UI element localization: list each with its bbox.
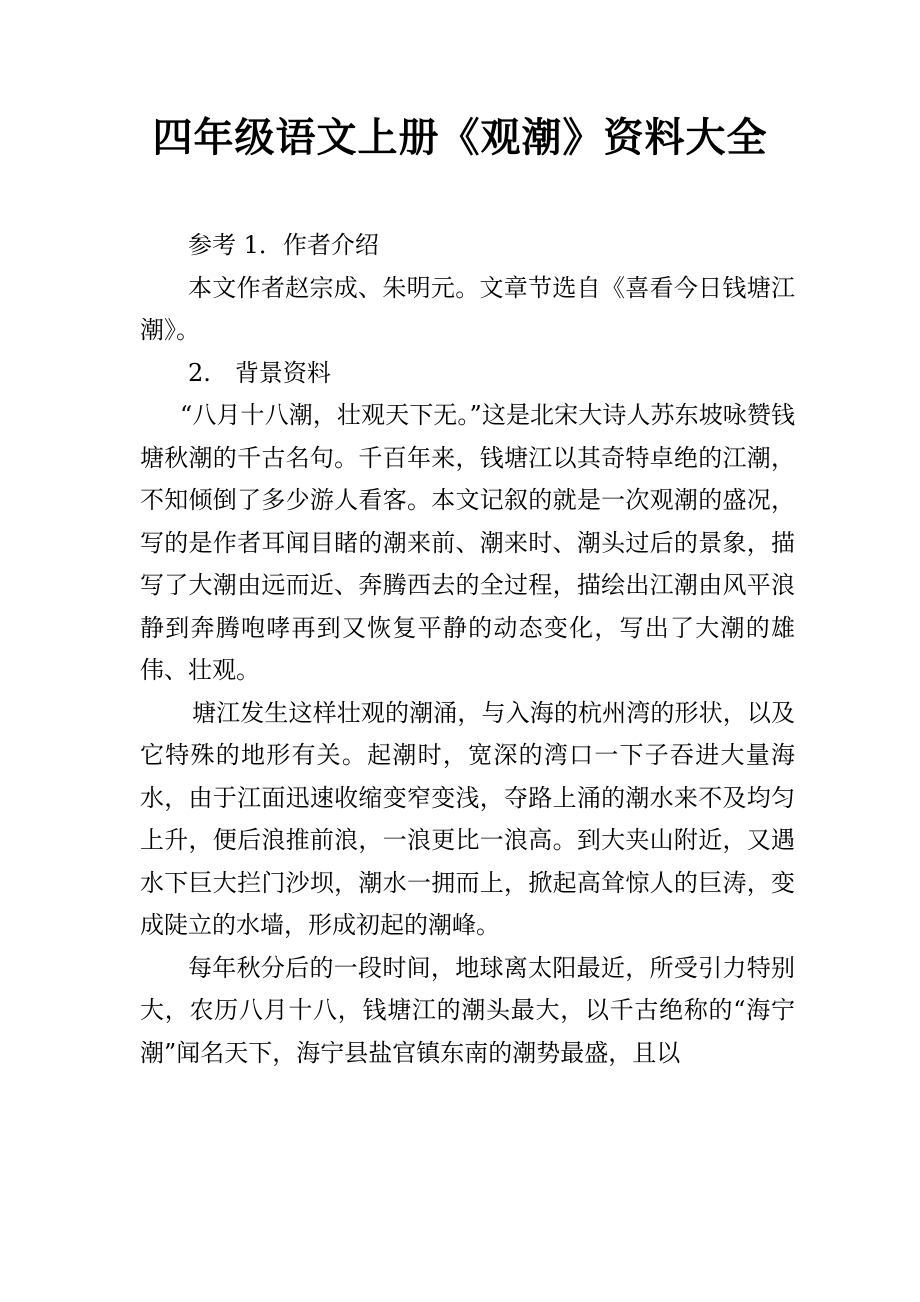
paragraph-tide-cause: 塘江发生这样壮观的潮涌，与入海的杭州湾的形状，以及它特殊的地形有关。起潮时，宽深的湾口一下子吞进大量海水，由于江面迅速收缩变窄变浅，夺路上涌的潮水来不及均匀上升，便后浪推前浪，一浪更比一浪高。到大夹山附近，又遇水下巨大拦门沙坝，潮水一拥而上，掀起高耸惊人的巨涛，变成陡立的水墙，形成初起的潮峰。 (140, 698, 795, 939)
section-heading-author: 参考 1．作者介绍 (188, 231, 379, 259)
document-title: 四年级语文上册《观潮》资料大全 (152, 114, 768, 161)
paragraph-tide-season: 每年秋分后的一段时间，地球离太阳最近，所受引力特别大，农历八月十八，钱塘江的潮头最大，以千古绝称的“海宁潮”闻名天下，海宁县盐官镇东南的潮势最盛，且以 (140, 953, 795, 1067)
section-heading-background: 2. 背景资料 (188, 358, 331, 387)
paragraph-background: “八月十八潮，壮观天下无。”这是北宋大诗人苏东坡咏赞钱塘秋潮的千古名句。千百年来，钱塘江以其奇特卓绝的江潮，不知倾倒了多少游人看客。本文记叙的就是一次观潮的盛况，写的是作者耳闻目睹的潮来前、潮来时、潮头过后的景象，描写了大潮由远而近、奔腾西去的全过程，描绘出江潮由风平浪静到奔腾咆哮再到又恢复平静的动态变化，写出了大潮的雄伟、壮观。 (140, 401, 795, 684)
paragraph-author: 本文作者赵宗成、朱明元。文章节选自《喜看今日钱塘江潮》。 (140, 273, 795, 344)
document-body (140, 224, 795, 1074)
